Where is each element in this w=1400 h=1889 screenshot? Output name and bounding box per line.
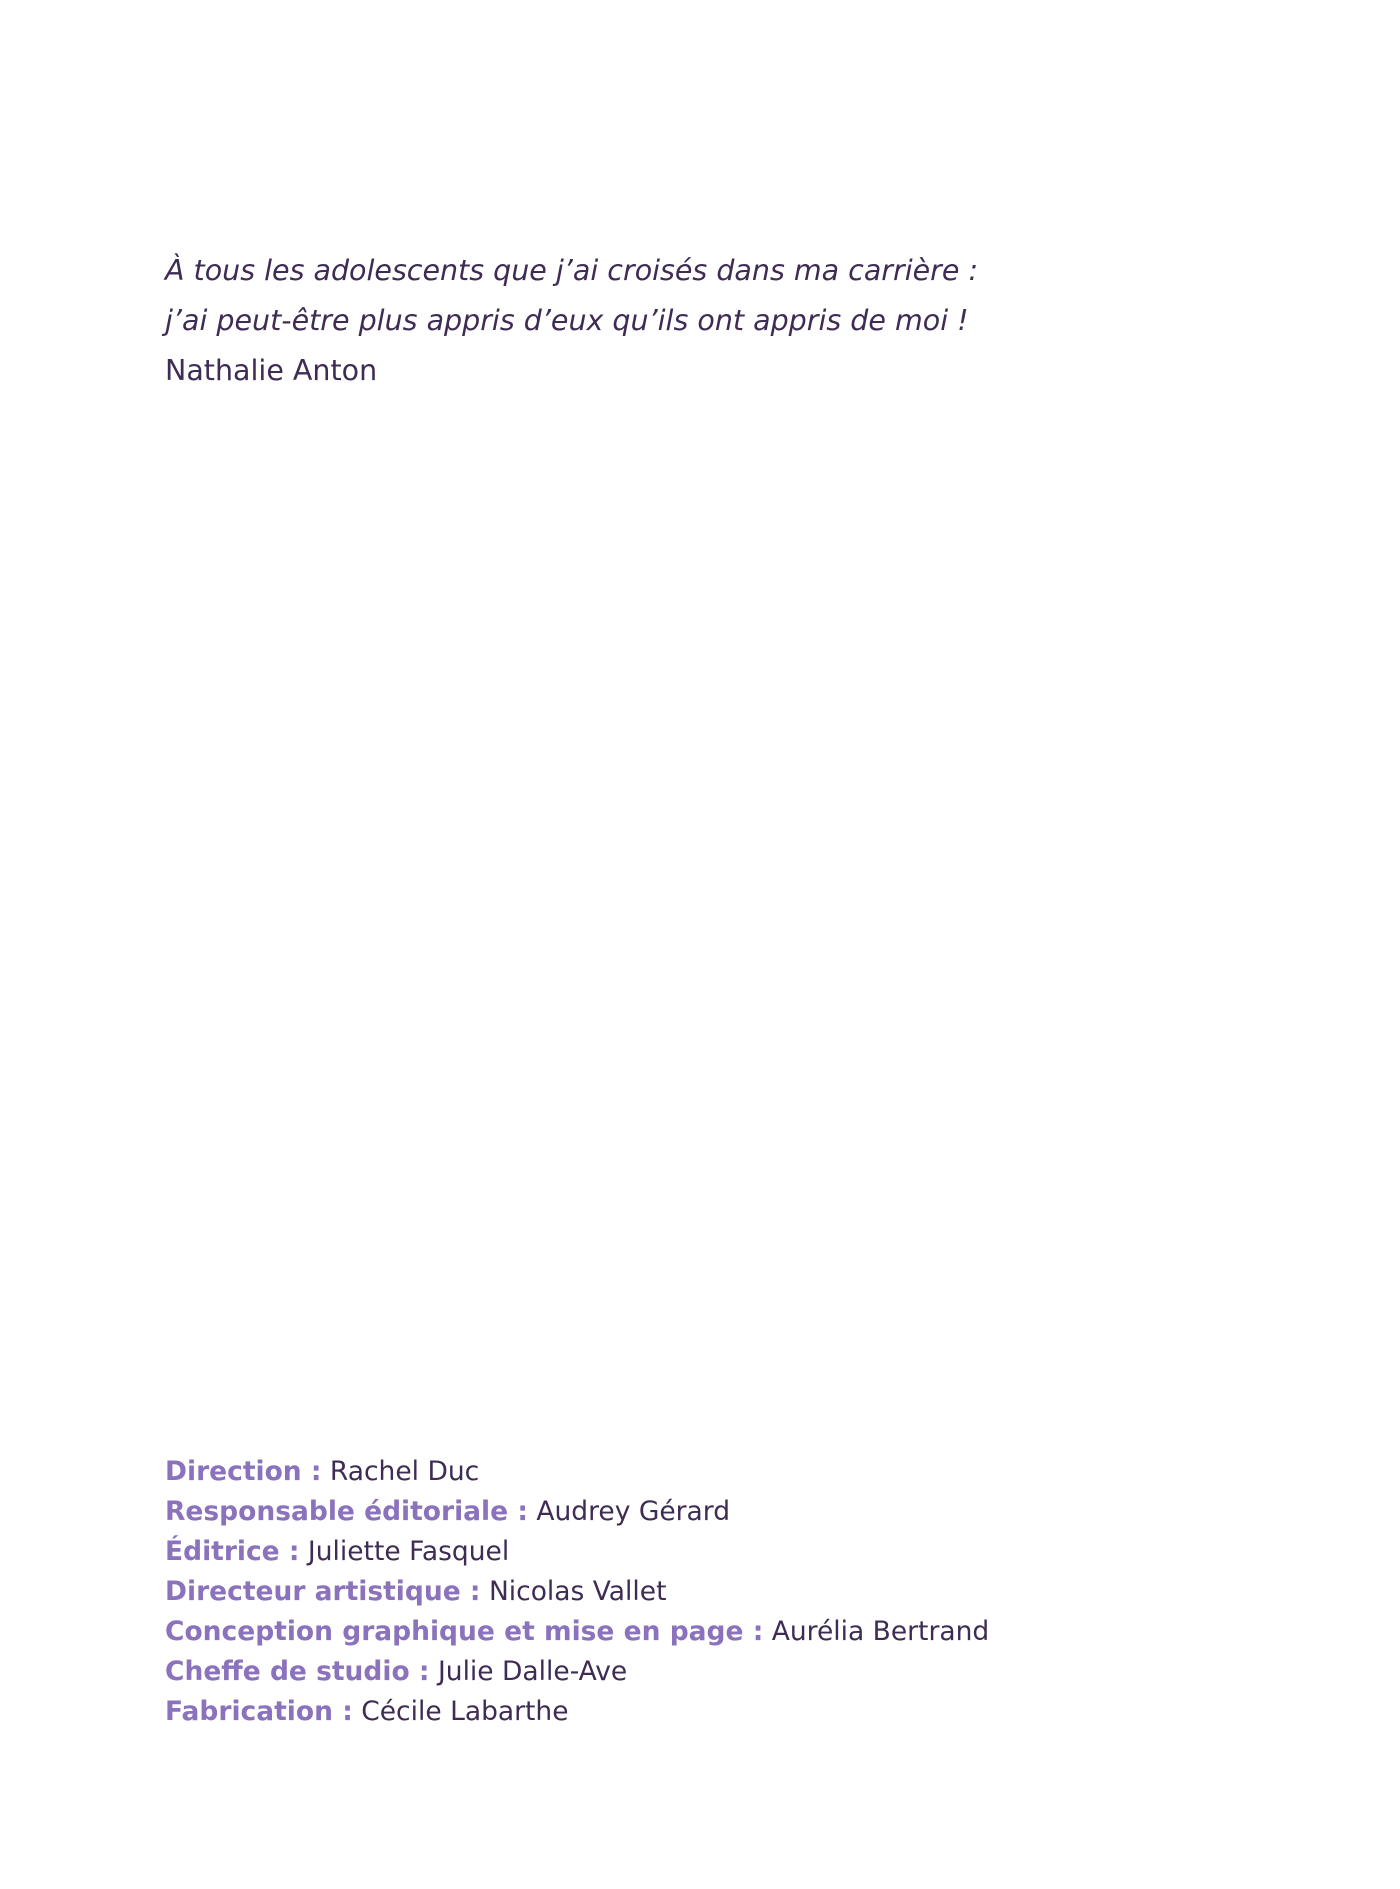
- credit-name: Nicolas Vallet: [488, 1576, 667, 1607]
- credit-name: Julie Dalle-Ave: [437, 1656, 628, 1687]
- credit-role: Directeur artistique :: [165, 1576, 481, 1607]
- credit-role: Cheffe de studio :: [165, 1656, 430, 1687]
- credit-row-art-director: [165, 1572, 1265, 1612]
- credit-row-graphic-design: [165, 1612, 1265, 1652]
- credit-role: Responsable éditoriale :: [165, 1496, 528, 1527]
- credit-row-direction: [165, 1452, 1265, 1492]
- credit-role: Conception graphique et mise en page :: [165, 1616, 764, 1647]
- dedication-author: Nathalie Anton: [165, 354, 378, 387]
- credits-list: [165, 1452, 1265, 1732]
- dedication-line: j’ai peut-être plus appris d’eux qu’ils ont appris de moi !: [165, 304, 969, 337]
- credit-row-production: [165, 1692, 1265, 1732]
- credit-role: Fabrication :: [165, 1696, 353, 1727]
- dedication-line: À tous les adolescents que j’ai croisés dans ma carrière :: [165, 254, 979, 287]
- credit-role: Éditrice :: [165, 1536, 300, 1567]
- credit-name: Juliette Fasquel: [307, 1536, 510, 1567]
- credit-name: Audrey Gérard: [536, 1496, 731, 1527]
- credit-row-editorial-lead: [165, 1492, 1265, 1532]
- credit-row-studio-head: [165, 1652, 1265, 1692]
- credit-row-editor: [165, 1532, 1265, 1572]
- credit-role: Direction :: [165, 1456, 322, 1487]
- dedication: [165, 246, 1265, 396]
- credit-name: Aurélia Bertrand: [771, 1616, 990, 1647]
- credit-name: Rachel Duc: [329, 1456, 480, 1487]
- credit-name: Cécile Labarthe: [361, 1696, 569, 1727]
